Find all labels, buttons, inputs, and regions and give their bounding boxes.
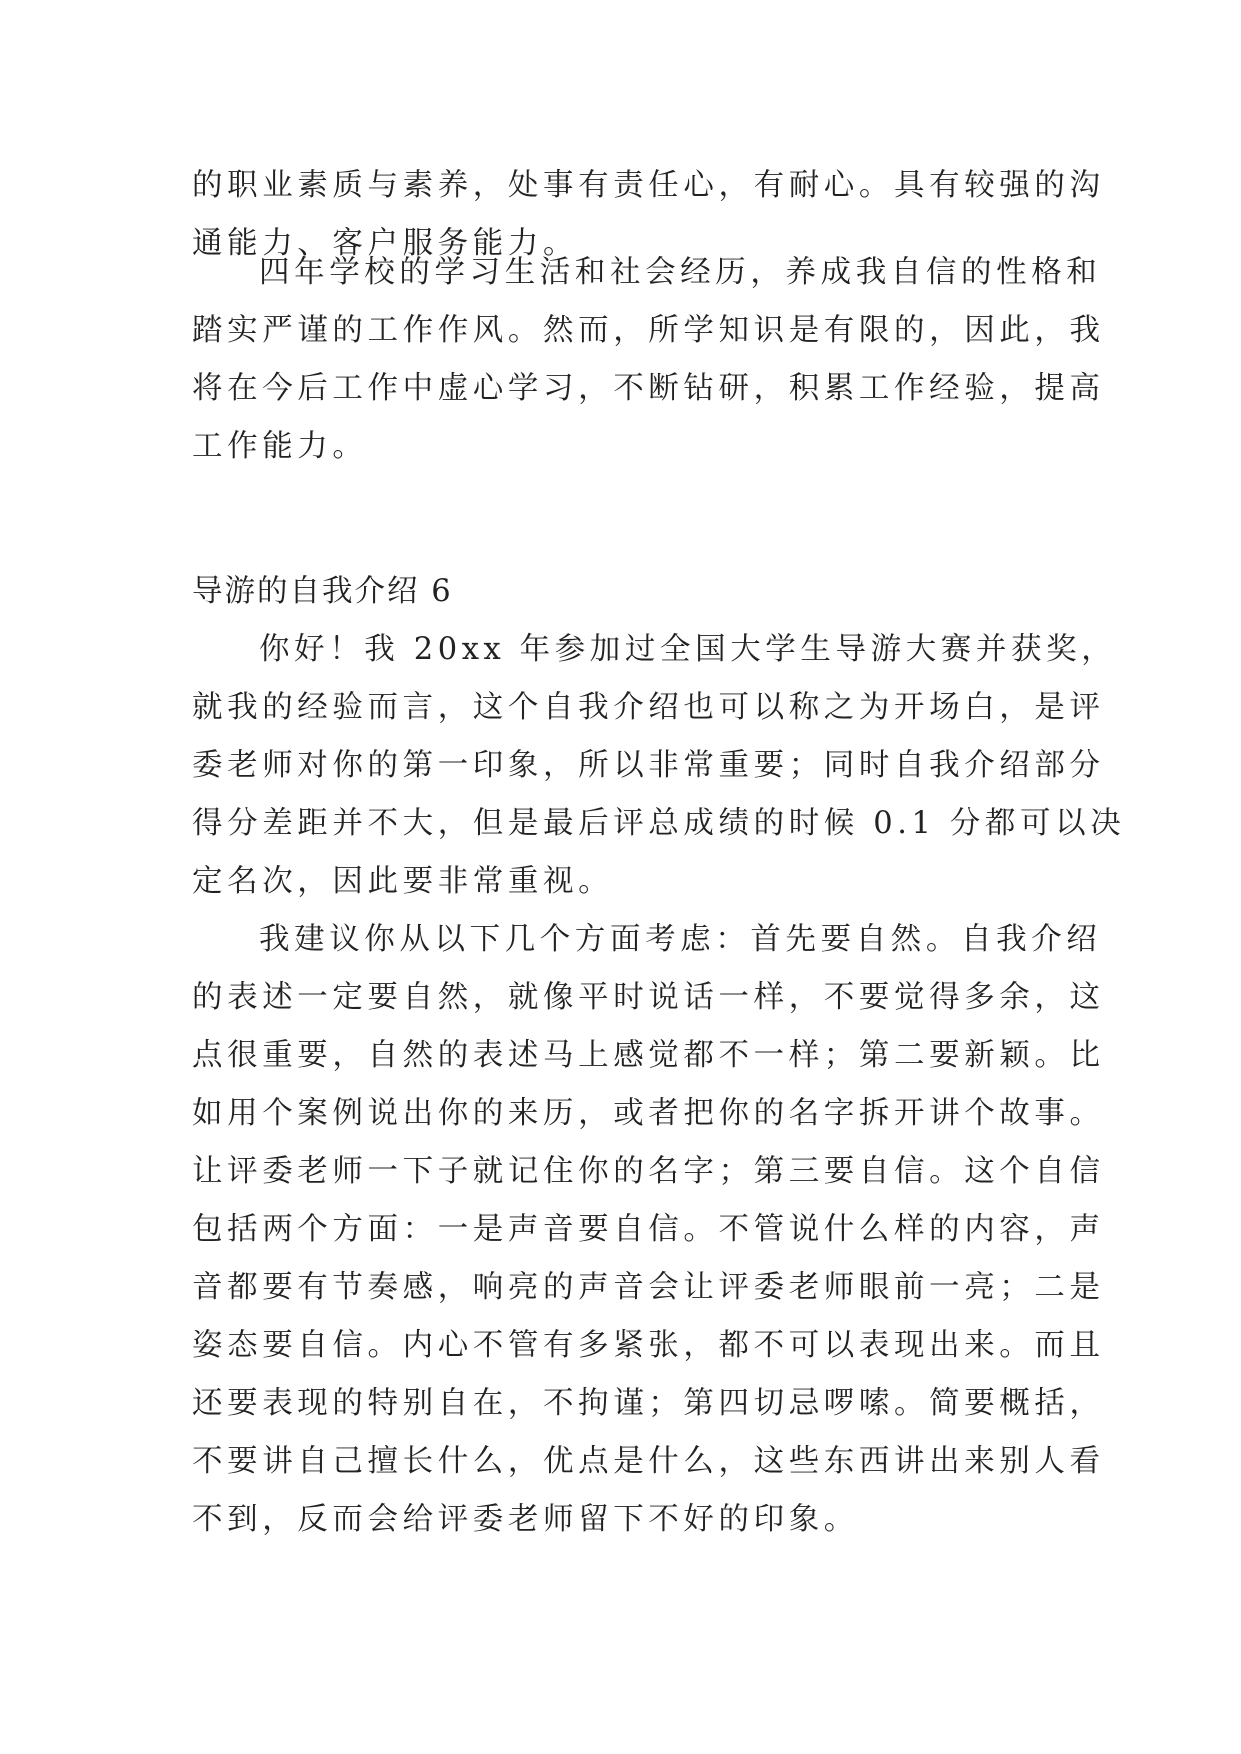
text-line: 工作能力。 [192, 429, 368, 464]
paragraph [192, 621, 1126, 911]
text-line: 让评委老师一下子就记住你的名字；第三要自信。这个自信 [192, 1154, 1105, 1189]
section-title-text: 导游的自我介绍 6 [192, 574, 453, 609]
text-line: 音都要有节奏感，响亮的声音会让评委老师眼前一亮；二是 [192, 1270, 1105, 1305]
text-line: 不到，反而会给评委老师留下不好的印象。 [192, 1502, 859, 1537]
text-line: 踏实严谨的工作作风。然而，所学知识是有限的，因此，我 [192, 313, 1105, 348]
text-line: 还要表现的特别自在，不拘谨；第四切忌啰嗦。简要概括， [192, 1386, 1105, 1421]
text-line: 不要讲自己擅长什么，优点是什么，这些东西讲出来别人看 [192, 1444, 1105, 1479]
text-line: 姿态要自信。内心不管有多紧张，都不可以表现出来。而且 [192, 1328, 1105, 1363]
text-line: 委老师对你的第一印象，所以非常重要；同时自我介绍部分 [192, 748, 1105, 783]
paragraph [192, 911, 1105, 1549]
paragraph [192, 244, 1105, 476]
text-line: 通能力、客户服务能力。 [192, 226, 579, 261]
text-line: 如用个案例说出你的来历，或者把你的名字拆开讲个故事。 [192, 1096, 1105, 1131]
text-line: 定名次，因此要非常重视。 [192, 864, 614, 899]
section-title [192, 563, 1050, 621]
text-line: 将在今后工作中虚心学习，不断钻研，积累工作经验，提高 [192, 371, 1105, 406]
text-line: 的职业素质与素养，处事有责任心，有耐心。具有较强的沟 [192, 168, 1105, 203]
text-line: 就我的经验而言，这个自我介绍也可以称之为开场白，是评 [192, 690, 1105, 725]
text-line: 的表述一定要自然，就像平时说话一样，不要觉得多余，这 [192, 980, 1105, 1015]
text-line: 四年学校的学习生活和社会经历，养成我自信的性格和 [259, 255, 1102, 290]
text-line: 得分差距并不大，但是最后评总成绩的时候 0.1 分都可以决 [192, 806, 1126, 841]
text-line: 你好！我 20xx 年参加过全国大学生导游大赛并获奖， [259, 632, 1117, 667]
text-line: 点很重要，自然的表述马上感觉都不一样；第二要新颖。比 [192, 1038, 1105, 1073]
text-line: 我建议你从以下几个方面考虑：首先要自然。自我介绍 [259, 922, 1102, 957]
text-line: 包括两个方面：一是声音要自信。不管说什么样的内容，声 [192, 1212, 1105, 1247]
